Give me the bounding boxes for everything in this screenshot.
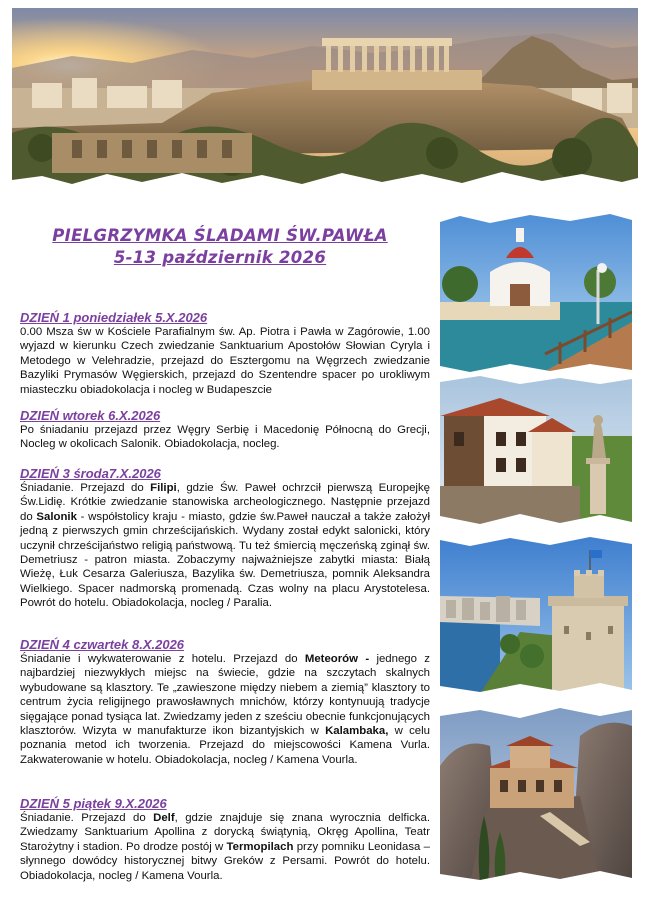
page-subtitle-dates: 5-13 październik 2026 [113, 248, 327, 267]
day-1-section [20, 310, 430, 397]
photo-old-town-statue [440, 376, 632, 528]
day-5-section [20, 796, 430, 883]
day-2-heading: DZIEŃ wtorek 6.X.2026 [20, 408, 161, 423]
day-5-text: Śniadanie. Przejazd do Delf, gdzie znajduje się znana wyrocznia delficka. Zwiedzamy Sanktuarium Apollina z dorycką świątynią, Okręg Apollina, Teatr Starożytny i stadion. Po drodze postój w Termopilach przy pomniku Leonidasa – słynnego dowódcy historycznej bitwy Greków z Persami. Powrót do hotelu. Obiadokolacja, nocleg / Kamena Vourla. [20, 812, 430, 882]
place-meteory: Meteorów - [304, 653, 370, 665]
day-2-section [20, 408, 430, 452]
title-block [30, 226, 410, 267]
day-3-section [20, 466, 430, 611]
day-2-text: Po śniadaniu przejazd przez Węgry Serbię i Macedonię Północną do Grecji, Nocleg w okolicach Salonik. Obiadokolacja, nocleg. [20, 424, 430, 451]
place-delfy: Delf [153, 812, 175, 824]
place-termopile: Termopilach [226, 840, 294, 853]
photo-white-tower [440, 536, 632, 694]
day-5-heading: DZIEŃ 5 piątek 9.X.2026 [20, 796, 167, 811]
day-4-section [20, 637, 430, 767]
photo-seaside-church [440, 214, 632, 374]
day-3-heading: DZIEŃ 3 środa7.X.2026 [20, 466, 161, 481]
place-filipi: Filipi [150, 482, 177, 494]
page-title: PIELGRZYMKA ŚLADAMI ŚW.PAWŁA [52, 226, 388, 245]
place-kalambaka: Kalambaka, [325, 725, 389, 738]
day-4-text: Śniadanie i wykwaterowanie z hotelu. Przejazd do Meteorów - jednego z najbardziej niezwykłych miejsc na świecie, gdzie na szczytach skalnych wybudowane są klasztory. Te „zawieszone między niebem a ziemią” klasztory to centrum życia religijnego prawosławnych mnichów, którzy kontynuują tradycje sięgające ponad tysiąca lat. Zwiedzamy jeden z sześciu obecnie funkcjonujących klasztorów. Wizyta w manufakturze ikon bizantyjskich w Kalambaka, w celu poznania metod ich tworzenia. Przejazd do miejscowości Kamena Vurla. Zakwaterowanie w hotelu. Obiadokolacja, nocleg / Kamena Vourla. [20, 653, 430, 766]
day-1-text: 0.00 Msza św w Kościele Parafialnym św. Ap. Piotra i Pawła w Zagórowie, 1.00 wyjazd w kierunku Czech zwiedzanie Sanktuarium Apostołów Słowian Cyryla i Metodego w Velehradzie, przejazd do Esztergomu na Węgrzech zwiedzanie Bazyliki Prymasów Węgierskich, przejazd do Szentendre spacer po urokliwym miasteczku obiadokolacja i nocleg w Budapeszcie [20, 326, 430, 396]
day-3-text: Śniadanie. Przejazd do Filipi, gdzie Św. Paweł ochrzcił pierwszą Europejkę Św.Lidię. Krótkie zwiedzanie stanowiska archeologicznego. Następnie przejazd do Salonik - współstolicy kraju - miasto, gdzie św.Paweł nauczał a także założył jedną z pierwszych gmin chrześcijańskich. Wydany został edykt salonicki, który uczynił chrześcijaństwo religią państwową. Tu też śmiercią męczeńską zginął św. Demetriusz - patron miasta. Zobaczymy najważniejsze zabytki miasta: Białą Wieżę, Łuk Cesarza Galeriusza, Bazylika św. Demetriusza, pomnik Aleksandra Wielkiego. Spacer nadmorską promenadą. Czas wolny na placu Arystotelesa. Powrót do hotelu. Obiadokolacja, nocleg / Paralia. [20, 482, 430, 610]
day-4-heading: DZIEŃ 4 czwartek 8.X.2026 [20, 637, 185, 652]
day-1-heading: DZIEŃ 1 poniedziałek 5.X.2026 [20, 310, 208, 325]
photo-meteora-monastery [440, 706, 632, 882]
header-photo-acropolis [12, 8, 638, 200]
place-salonik: Salonik [36, 510, 77, 523]
